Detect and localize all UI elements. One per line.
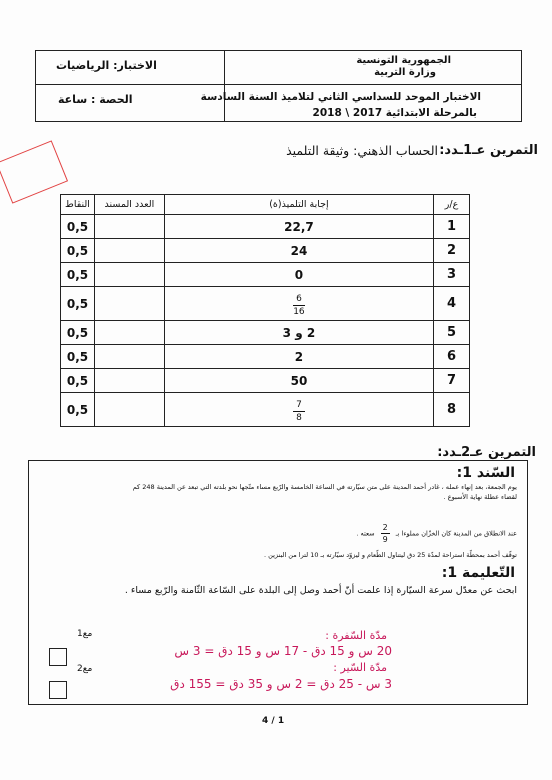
grade-box-1[interactable] — [49, 648, 67, 666]
table-row — [61, 239, 470, 263]
header-divider-horizontal — [36, 84, 521, 85]
row-answer — [164, 287, 433, 321]
fraction-denominator: 9 — [382, 535, 388, 544]
grade-criterion-1: مع1 — [77, 629, 93, 639]
trip-duration-label: مدّة السّفرة : — [325, 629, 387, 642]
fraction-numerator: 6 — [296, 294, 302, 304]
exam-header — [35, 50, 522, 122]
row-document-cell — [94, 393, 164, 427]
fraction-numerator: 2 — [382, 523, 388, 532]
table-row — [61, 393, 470, 427]
drive-duration-label: مدّة السّير : — [333, 661, 387, 674]
exam-title: الاختبار الموحد للسداسي الثاني لتلاميذ السنة السادسة — [200, 91, 481, 103]
row-answer — [164, 393, 433, 427]
row-number: 2 — [434, 239, 470, 263]
exam-duration: الحصة : ساعة — [58, 93, 133, 106]
row-number: 4 — [434, 287, 470, 321]
page-number: 4 / 1 — [262, 716, 285, 726]
document-line: لقضاء عطلة نهاية الأسبوع . — [443, 493, 517, 501]
table-row — [61, 345, 470, 369]
table-row — [61, 287, 470, 321]
table-row — [61, 263, 470, 287]
fraction-denominator: 8 — [296, 413, 302, 423]
row-number: 3 — [434, 263, 470, 287]
header-number: ع/ر — [434, 195, 470, 215]
trip-duration-calc: 20 س و 15 دق - 17 س و 15 دق = 3 س — [174, 644, 392, 658]
row-points: 0,5 — [61, 321, 95, 345]
blog-stamp — [0, 140, 68, 203]
row-points: 0,5 — [61, 345, 95, 369]
row-points: 0,5 — [61, 287, 95, 321]
row-answer: 2 و 3 — [164, 321, 433, 345]
fraction-answer — [293, 294, 305, 317]
fraction-bar — [293, 305, 305, 306]
table-row — [61, 215, 470, 239]
row-document-cell — [94, 263, 164, 287]
row-answer: 24 — [164, 239, 433, 263]
header-answer: إجابة التلميذ(ة) — [164, 195, 433, 215]
document-text: سعته . — [356, 529, 375, 538]
row-answer: 22,7 — [164, 215, 433, 239]
row-document-cell — [94, 287, 164, 321]
header-divider-vertical — [224, 51, 225, 121]
exercise1-subtitle: الحساب الذهني: وثيقة التلميذ — [286, 143, 438, 158]
header-points: النقاط — [61, 195, 95, 215]
header-document-number: العدد المسند — [94, 195, 164, 215]
grade-criterion-2: مع2 — [77, 664, 93, 674]
row-answer: 2 — [164, 345, 433, 369]
row-points: 0,5 — [61, 263, 95, 287]
row-document-cell — [94, 239, 164, 263]
mental-math-table — [60, 194, 470, 427]
fraction-bar — [293, 411, 305, 412]
table-row — [61, 321, 470, 345]
exercise2-title: التمرين عـ2ـدد: — [437, 445, 536, 460]
drive-duration-calc: 3 س - 25 دق = 2 س و 35 دق = 155 دق — [170, 677, 392, 691]
row-number: 5 — [434, 321, 470, 345]
fraction-answer — [293, 400, 305, 423]
row-answer: 0 — [164, 263, 433, 287]
row-number: 8 — [434, 393, 470, 427]
document-line-fraction — [356, 523, 517, 544]
grade-box-2[interactable] — [49, 681, 67, 699]
row-number: 6 — [434, 345, 470, 369]
row-answer: 50 — [164, 369, 433, 393]
fraction-bar — [381, 533, 390, 534]
row-document-cell — [94, 321, 164, 345]
fraction-numerator: 7 — [296, 400, 302, 410]
ministry-name: وزارة التربية — [374, 67, 436, 78]
row-number: 7 — [434, 369, 470, 393]
row-points: 0,5 — [61, 215, 95, 239]
exam-year: بالمرحلة الابتدائية 2017 \ 2018 — [312, 107, 477, 119]
document-line: توقّف أحمد بمحطّة استراحة لمدّة 25 دق ليتناول الطّعام و ليزوّد سيّارته بـ 10 لترا من البنزين . — [264, 551, 517, 559]
instruction-text: ابحث عن معدّل سرعة السيّارة إذا علمت أنّ أحمد وصل إلى البلدة على السّاعة الثّامنة والرّبع مساء . — [124, 585, 517, 596]
instruction-title: التّعليمة 1: — [441, 565, 515, 581]
tank-fraction — [381, 523, 390, 544]
exercise1-title: التمرين عـ1ـدد: — [439, 143, 538, 158]
document-line: يوم الجمعة، بعد إنهاء عمله ، غادر أحمد المدينة على متن سيّارته في الساعة الخامسة والرّبع مساء متّجها نحو بلدته التي تبعد عن المدينة 248 كم — [132, 483, 517, 491]
table-row — [61, 369, 470, 393]
row-points: 0,5 — [61, 393, 95, 427]
row-document-cell — [94, 369, 164, 393]
row-number: 1 — [434, 215, 470, 239]
exercise2-box — [28, 460, 528, 705]
exam-subject: الاختبار: الرياضيات — [56, 59, 157, 72]
fraction-denominator: 16 — [293, 307, 305, 317]
document-text: عند الانطلاق من المدينة كان الخزّان مملوءا بـ — [395, 529, 517, 538]
row-points: 0,5 — [61, 369, 95, 393]
row-document-cell — [94, 345, 164, 369]
row-document-cell — [94, 215, 164, 239]
row-points: 0,5 — [61, 239, 95, 263]
document-title: السّند 1: — [456, 465, 515, 481]
republic-name: الجمهورية التونسية — [356, 55, 451, 66]
